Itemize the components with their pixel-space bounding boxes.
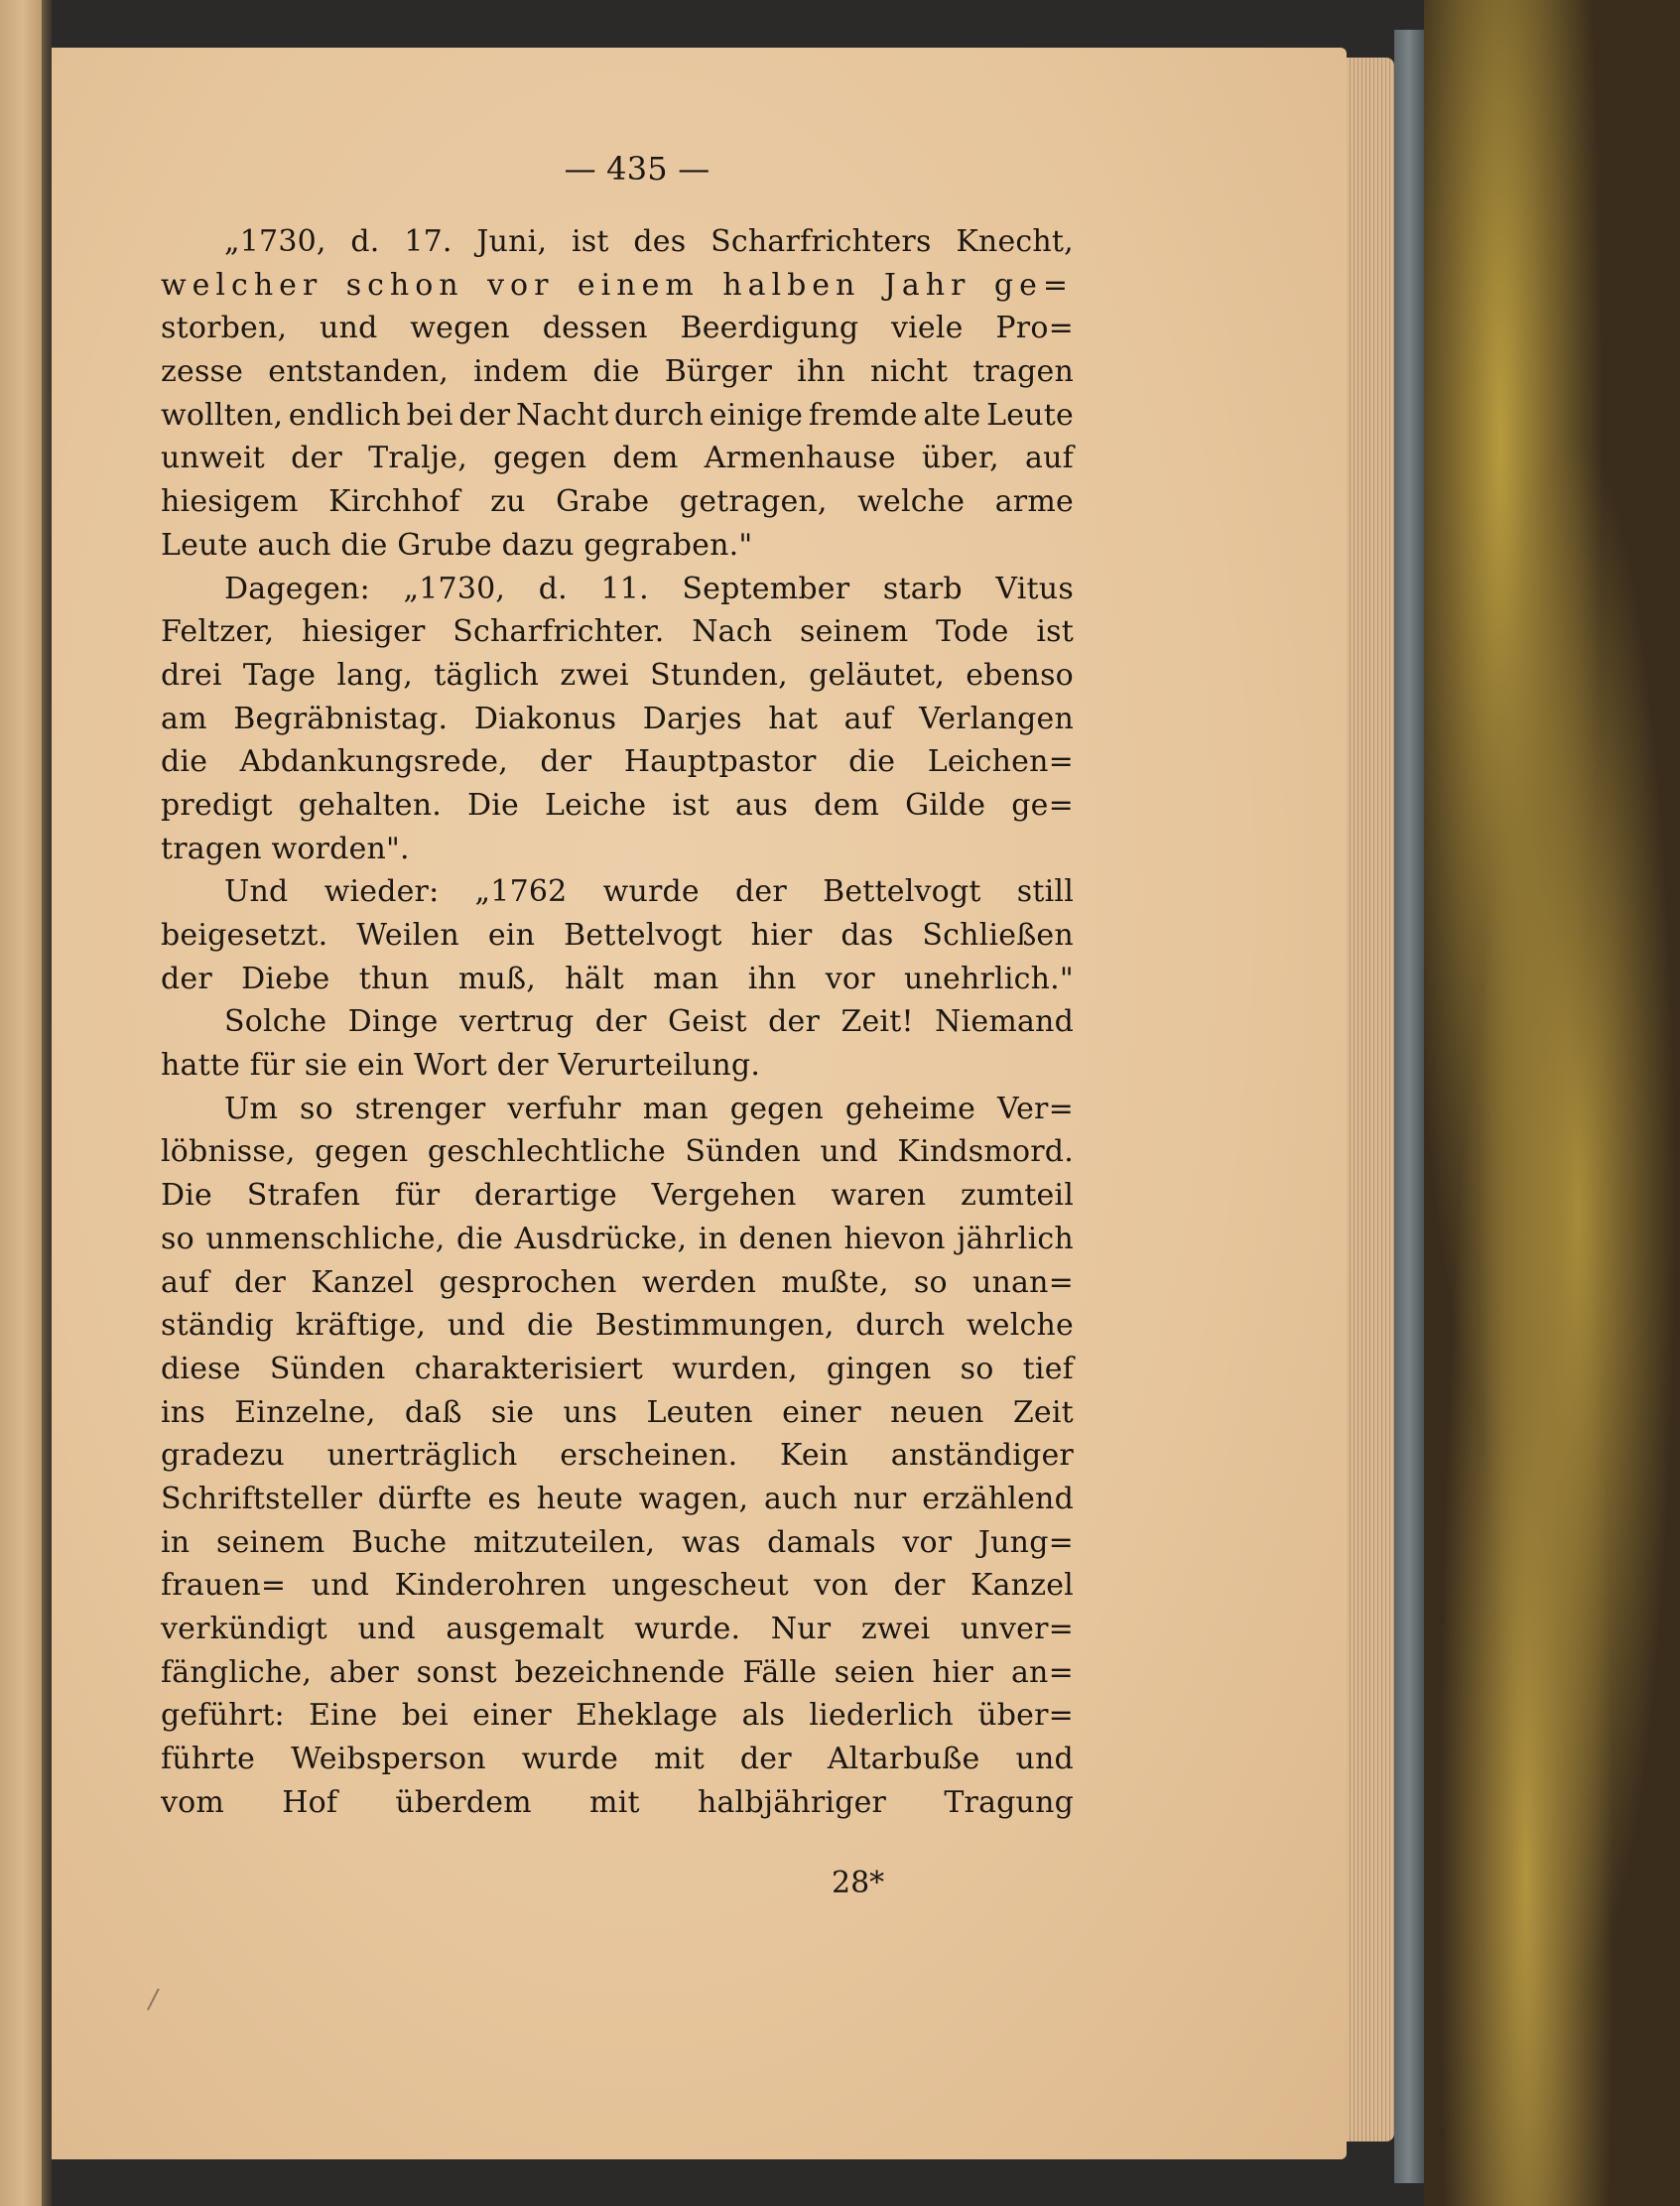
text-line: diese Sünden charakterisiert wurden, gingen so tief <box>161 1351 1074 1386</box>
cover-edge <box>1394 30 1424 2183</box>
text-line: führte Weibsperson wurde mit der Altarbuße und <box>161 1742 1074 1777</box>
text-line: vom Hof überdem mit halbjähriger Tragung <box>161 1784 1074 1820</box>
text-line: ständig kräftige, und die Bestimmungen, durch welche <box>161 1308 1074 1344</box>
text-line: die Abdankungsrede, der Hauptpastor die Leichen= <box>161 744 1074 780</box>
text-line: predigt gehalten. Die Leiche ist aus dem Gilde ge= <box>161 787 1074 823</box>
text-line: auf der Kanzel gesprochen werden mußte, so unan= <box>161 1264 1074 1300</box>
text-line: beigesetzt. Weilen ein Bettelvogt hier das Schließen <box>161 918 1074 953</box>
text-line: Die Strafen für derartige Vergehen waren zumteil <box>161 1178 1074 1214</box>
page-text <box>161 149 1074 1824</box>
text-line: zesse entstanden, indem die Bürger ihn nicht tragen <box>161 354 1074 390</box>
margin-pencil-mark: / <box>149 1985 158 2014</box>
marbled-cover-board <box>1424 0 1680 2206</box>
page-number: — 435 — <box>564 150 711 188</box>
text-line: tragen worden". <box>161 831 410 866</box>
text-lines <box>161 220 1074 1824</box>
text-line: gradezu unerträglich erscheinen. Kein anständiger <box>161 1438 1074 1474</box>
signature-mark: 28* <box>832 1866 885 1900</box>
text-line: verkündigt und ausgemalt wurde. Nur zwei unver= <box>161 1612 1074 1646</box>
text-line: storben, und wegen dessen Beerdigung viele Pro= <box>161 311 1074 346</box>
text-line: frauen= und Kinderohren ungescheut von der Kanzel <box>161 1568 1074 1604</box>
text-line: am Begräbnistag. Diakonus Darjes hat auf Verlangen <box>161 701 1074 736</box>
text-line: „1730, d. 17. Juni, ist des Scharfrichters Knecht, <box>224 224 1074 259</box>
text-line: Feltzer, hiesiger Scharfrichter. Nach seinem Tode ist <box>161 614 1074 650</box>
text-line: hiesigem Kirchhof zu Grabe getragen, welche arme <box>161 484 1074 520</box>
text-line: fängliche, aber sonst bezeichnende Fälle seien hier an= <box>161 1654 1074 1690</box>
text-line: Um so strenger verfuhr man gegen geheime Ver= <box>224 1091 1074 1126</box>
text-line: Leute auch die Grube dazu gegraben." <box>161 527 753 563</box>
text-line: löbnisse, gegen geschlechtliche Sünden und Kindsmord. <box>161 1134 1074 1170</box>
text-line: ins Einzelne, daß sie uns Leuten einer neuen Zeit <box>161 1394 1074 1430</box>
text-line: Dagegen: „1730, d. 11. September starb Vitus <box>224 571 1074 606</box>
text-line: wollten, endlich bei der Nacht durch einige fremde alte Leute <box>161 397 1074 433</box>
text-line: so unmenschliche, die Ausdrücke, in denen hievon jährlich <box>161 1221 1074 1256</box>
text-line: Und wieder: „1762 wurde der Bettelvogt still <box>224 874 1074 910</box>
page-stack-edge <box>1347 58 1394 2141</box>
left-page-edge <box>0 0 42 2206</box>
text-line: der Diebe thun muß, hält man ihn vor unehrlich." <box>161 961 1074 996</box>
text-line: welcher schon vor einem halben Jahr ge= <box>161 267 1074 303</box>
text-line: hatte für sie ein Wort der Verurteilung. <box>161 1048 761 1084</box>
text-line: Solche Dinge vertrug der Geist der Zeit! Niemand <box>224 1004 1074 1040</box>
text-line: in seinem Buche mitzuteilen, was damals vor Jung= <box>161 1524 1074 1560</box>
text-line: drei Tage lang, täglich zwei Stunden, geläutet, ebenso <box>161 657 1074 693</box>
text-line: geführt: Eine bei einer Eheklage als liederlich über= <box>161 1698 1074 1734</box>
book-gutter <box>42 0 52 2206</box>
text-line: Schriftsteller dürfte es heute wagen, auch nur erzählend <box>161 1481 1074 1516</box>
text-line: unweit der Tralje, gegen dem Armenhause über, auf <box>161 441 1074 476</box>
